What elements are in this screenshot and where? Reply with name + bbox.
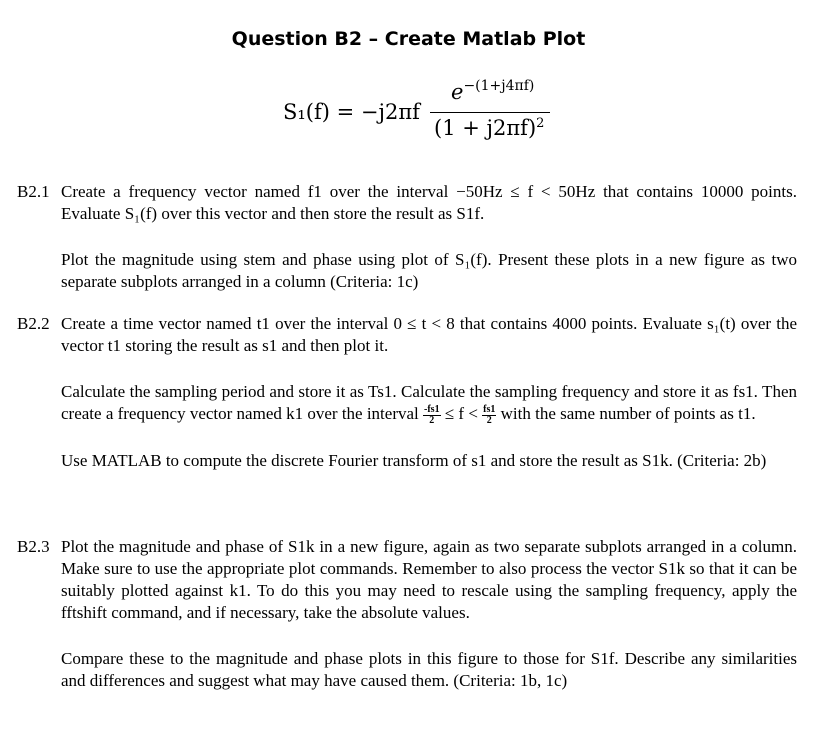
numerator-base: e: [451, 80, 464, 104]
section-number: B2.3: [17, 537, 50, 556]
section-number: B2.2: [17, 314, 50, 333]
equation-lhs: S₁(f) = −j2πf: [283, 100, 420, 124]
section-paragraph: Create a time vector named t1 over the interval 0 ≤ t < 8 that contains 4000 points. Evaluate s₁(t) over the vector t1 storing the result as s1 and then plot it.: [61, 314, 797, 355]
equation-denominator: [434, 116, 544, 140]
section-paragraph: [61, 381, 797, 426]
section-paragraph: Compare these to the magnitude and phase plots in this figure to those for S1f. Describe any similarities and differences and suggest what may have caused them. (Criteria: 1b, 1c): [61, 649, 797, 690]
fraction-numerator: -fs1: [424, 403, 440, 415]
fraction-denominator: 2: [486, 414, 492, 426]
equation-numerator: [451, 78, 534, 104]
inequality-text: ≤ f <: [444, 404, 478, 423]
section-b2-3: [17, 536, 797, 692]
section-paragraph: Plot the magnitude and phase of S1k in a new figure, again as two separate subplots arranged in a column. Make sure to use the appropriate plot commands. Remember to also process the vector S1k so that it can be suitably plotted against k1. To do this you may need to rescale using the sampling frequency, apply the fftshift command, and if necessary, take the absolute values.: [61, 537, 797, 622]
fraction-neg-fs1-over-2: [423, 405, 441, 426]
fraction-denominator: 2: [429, 414, 435, 426]
section-b2-1: [17, 181, 797, 293]
numerator-exponent: −(1+j4πf): [463, 78, 535, 94]
page-title: Question B2 – Create Matlab Plot: [231, 28, 586, 50]
paragraph-text: with the same number of points as t1.: [500, 404, 756, 423]
fraction-numerator: fs1: [483, 403, 496, 415]
fraction-bar: [430, 112, 550, 113]
paragraph-text: Calculate the sampling period and store it as Ts1. Calculate the sampling frequency and store it as fs1. Then create a frequency vector named k1 over the interval: [61, 382, 797, 423]
denominator-base: (1 + j2πf): [434, 116, 537, 140]
denominator-exponent: 2: [536, 116, 545, 131]
section-paragraph: Create a frequency vector named f1 over the interval −50Hz ≤ f < 50Hz that contains 10000 points. Evaluate S₁(f) over this vector and then store the result as S1f.: [61, 182, 797, 223]
section-number: B2.1: [17, 182, 50, 201]
section-b2-2: [17, 313, 797, 472]
equation: [283, 78, 703, 158]
fraction-fs1-over-2: [482, 405, 496, 426]
section-paragraph: Use MATLAB to compute the discrete Fourier transform of s1 and store the result as S1k. (Criteria: 2b): [61, 450, 767, 470]
section-paragraph: Plot the magnitude using stem and phase using plot of S₁(f). Present these plots in a new figure as two separate subplots arranged in a column (Criteria: 1c): [61, 250, 797, 291]
